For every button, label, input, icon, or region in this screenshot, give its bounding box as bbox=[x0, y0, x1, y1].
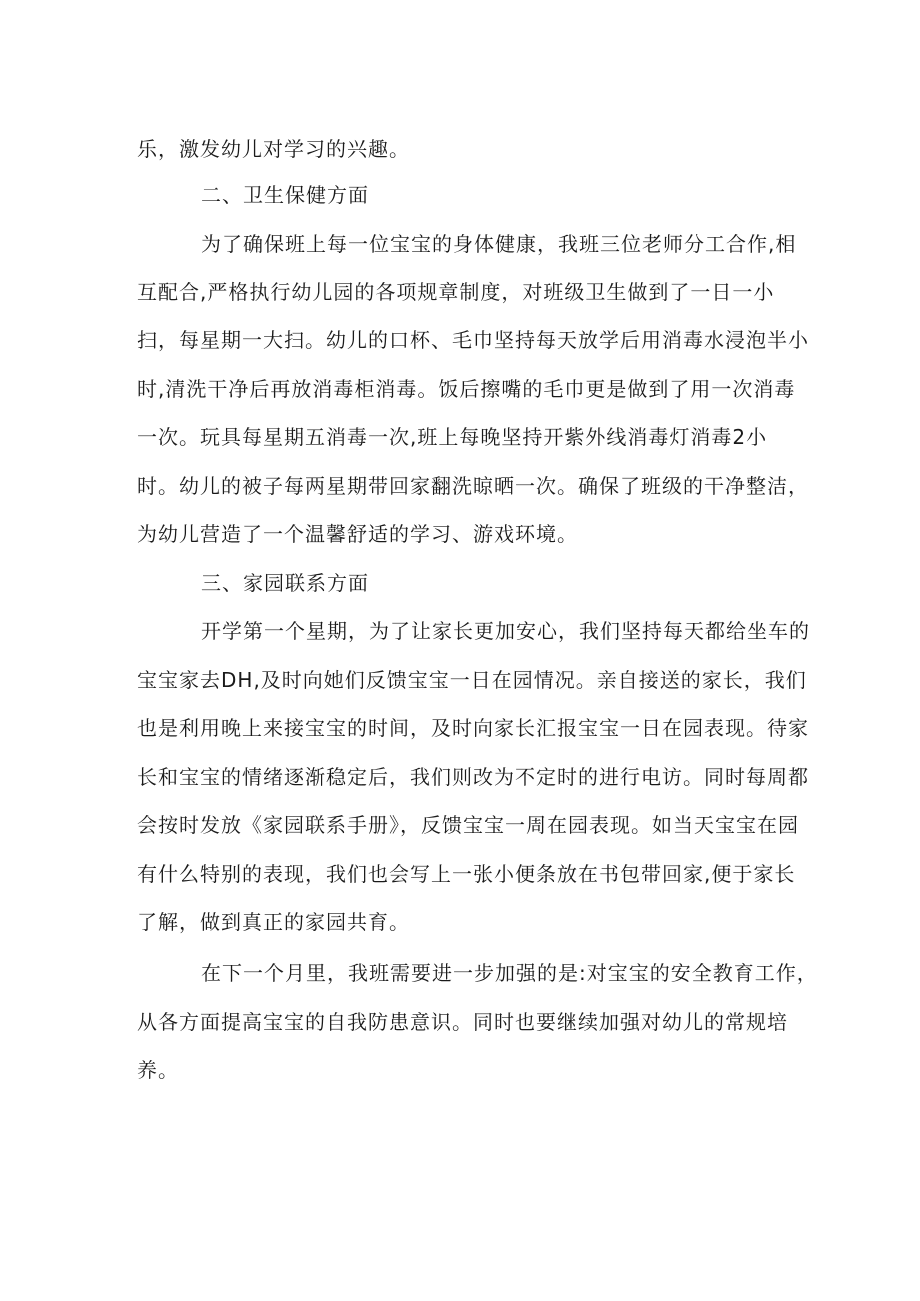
text-line-13: 也是利用晚上来接宝宝的时间，及时向家长汇报宝宝一日在园表现。待家 bbox=[137, 716, 809, 740]
text-line-18: 在下一个月里，我班需要进一步加强的是:对宝宝的安全教育工作， bbox=[201, 961, 818, 985]
text-line-1: 乐，激发幼儿对学习的兴趣。 bbox=[137, 137, 410, 161]
text-line-17: 了解，做到真正的家园共育。 bbox=[137, 910, 410, 934]
text-line-11: 开学第一个星期，为了让家长更加安心，我们坚持每天都给坐车的 bbox=[201, 619, 810, 643]
text-line-15: 会按时发放《家园联系手册》，反馈宝宝一周在园表现。如当天宝宝在园 bbox=[137, 813, 799, 837]
section-heading-home-school: 三、家园联系方面 bbox=[201, 571, 369, 595]
text-line-3: 为了确保班上每一位宝宝的身体健康，我班三位老师分工合作,相 bbox=[201, 232, 797, 256]
text-line-12: 宝宝家去DH,及时向她们反馈宝宝一日在园情况。亲自接送的家长，我们 bbox=[137, 668, 807, 692]
section-heading-hygiene: 二、卫生保健方面 bbox=[201, 183, 369, 207]
text-line-16: 有什么特别的表现，我们也会写上一张小便条放在书包带回家,便于家长 bbox=[137, 862, 796, 886]
text-line-7: 一次。玩具每星期五消毒一次,班上每晚坚持开紫外线消毒灯消毒2小 bbox=[137, 425, 768, 449]
text-line-20: 养。 bbox=[137, 1058, 179, 1082]
text-line-6: 时,清洗干净后再放消毒柜消毒。饭后擦嘴的毛巾更是做到了用一次消毒 bbox=[137, 377, 796, 401]
text-line-9: 为幼儿营造了一个温馨舒适的学习、游戏环境。 bbox=[137, 522, 578, 546]
text-line-19: 从各方面提高宝宝的自我防患意识。同时也要继续加强对幼儿的常规培 bbox=[137, 1010, 788, 1034]
text-line-5: 扫，每星期一大扫。幼儿的口杯、毛巾坚持每天放学后用消毒水浸泡半小 bbox=[137, 328, 809, 352]
text-line-4: 互配合,严格执行幼儿园的各项规章制度，对班级卫生做到了一日一小 bbox=[137, 280, 775, 304]
text-line-8: 时。幼儿的被子每两星期带回家翻洗晾晒一次。确保了班级的干净整洁， bbox=[137, 474, 809, 498]
text-line-14: 长和宝宝的情绪逐渐稳定后，我们则改为不定时的进行电访。同时每周都 bbox=[137, 765, 809, 789]
